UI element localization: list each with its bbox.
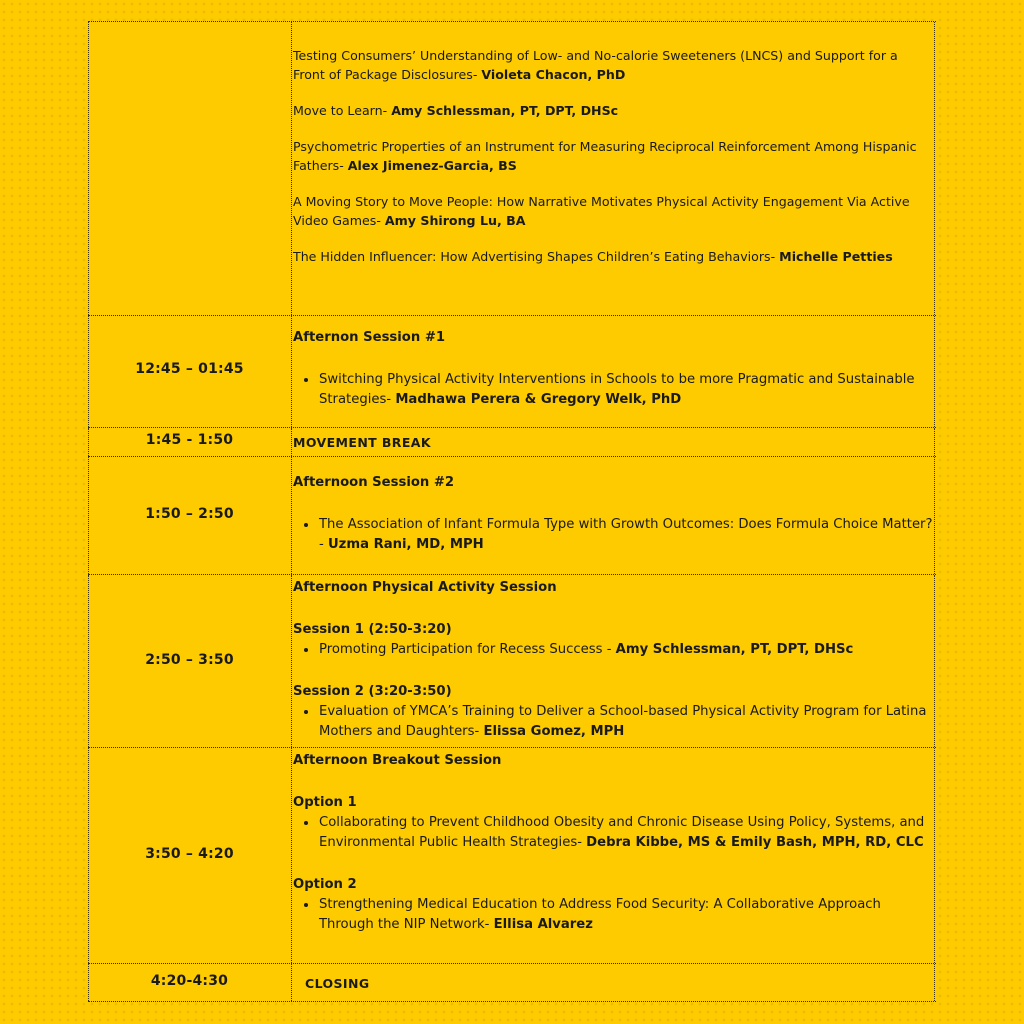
abstract-item: The Hidden Influencer: How Advertising Shapes Children’s Eating Behaviors- Michelle Petties <box>293 249 893 264</box>
abstract-item: Move to Learn- Amy Schlessman, PT, DPT, DHSc <box>293 103 619 118</box>
subsession-heading: Session 2 (3:20-3:50) <box>293 684 452 699</box>
session-heading: Afternoon Breakout Session <box>293 753 502 768</box>
session-time: 1:50 – 2:50 <box>145 506 234 522</box>
session-item: Switching Physical Activity Interventions in Schools to be more Pragmatic and Sustainable Strategies- Madhawa Perera & Gregory Welk, PhD <box>293 370 933 410</box>
session-item: The Association of Infant Formula Type with Growth Outcomes: Does Formula Choice Matter?- Uzma Rani, MD, MPH <box>293 515 933 555</box>
movement-break-row <box>88 427 936 456</box>
physical-activity-row <box>88 574 936 747</box>
closing-time: 4:20-4:30 <box>150 973 229 989</box>
afternoon-session-1-row <box>88 315 936 427</box>
break-label: MOVEMENT BREAK <box>293 435 431 450</box>
schedule-table <box>88 21 936 1002</box>
abstracts-list <box>293 46 933 283</box>
session-heading: Afternoon Session #2 <box>293 475 455 490</box>
session-time: 3:50 – 4:20 <box>145 846 234 862</box>
session-item: Promoting Participation for Recess Success - Amy Schlessman, PT, DPT, DHSc <box>293 640 933 660</box>
session-time: 2:50 – 3:50 <box>145 652 234 668</box>
option-heading: Option 1 <box>293 795 357 810</box>
subsession-heading: Session 1 (2:50-3:20) <box>293 622 452 637</box>
option-heading: Option 2 <box>293 877 357 892</box>
session-heading: Afternon Session #1 <box>293 330 446 345</box>
session-time: 12:45 – 01:45 <box>135 361 244 377</box>
closing-row <box>88 963 936 1002</box>
session-item: Evaluation of YMCA’s Training to Deliver a School-based Physical Activity Program for Latina Mothers and Daughters- Elissa Gomez, MPH <box>293 702 933 742</box>
session-heading: Afternoon Physical Activity Session <box>293 580 557 595</box>
session-item: Strengthening Medical Education to Address Food Security: A Collaborative Approach Through the NIP Network- Ellisa Alvarez <box>293 895 933 935</box>
session-item: Collaborating to Prevent Childhood Obesity and Chronic Disease Using Policy, Systems, and Environmental Public Health Strategies- Debra Kibbe, MS & Emily Bash, MPH, RD, CLC <box>293 813 933 853</box>
afternoon-session-2-row <box>88 456 936 574</box>
abstract-item: Testing Consumers’ Understanding of Low- and No-calorie Sweeteners (LNCS) and Support for a Front of Package Disclosures- Violeta Chacon, PhD <box>293 48 898 82</box>
breakout-session-row <box>88 747 936 963</box>
break-time: 1:45 - 1:50 <box>145 432 234 448</box>
abstracts-row <box>88 21 936 315</box>
abstract-item: Psychometric Properties of an Instrument for Measuring Reciprocal Reinforcement Among Hispanic Fathers- Alex Jimenez-Garcia, BS <box>293 139 917 173</box>
abstract-item: A Moving Story to Move People: How Narrative Motivates Physical Activity Engagement Via Active Video Games- Amy Shirong Lu, BA <box>293 194 910 228</box>
closing-label: CLOSING <box>305 976 370 991</box>
